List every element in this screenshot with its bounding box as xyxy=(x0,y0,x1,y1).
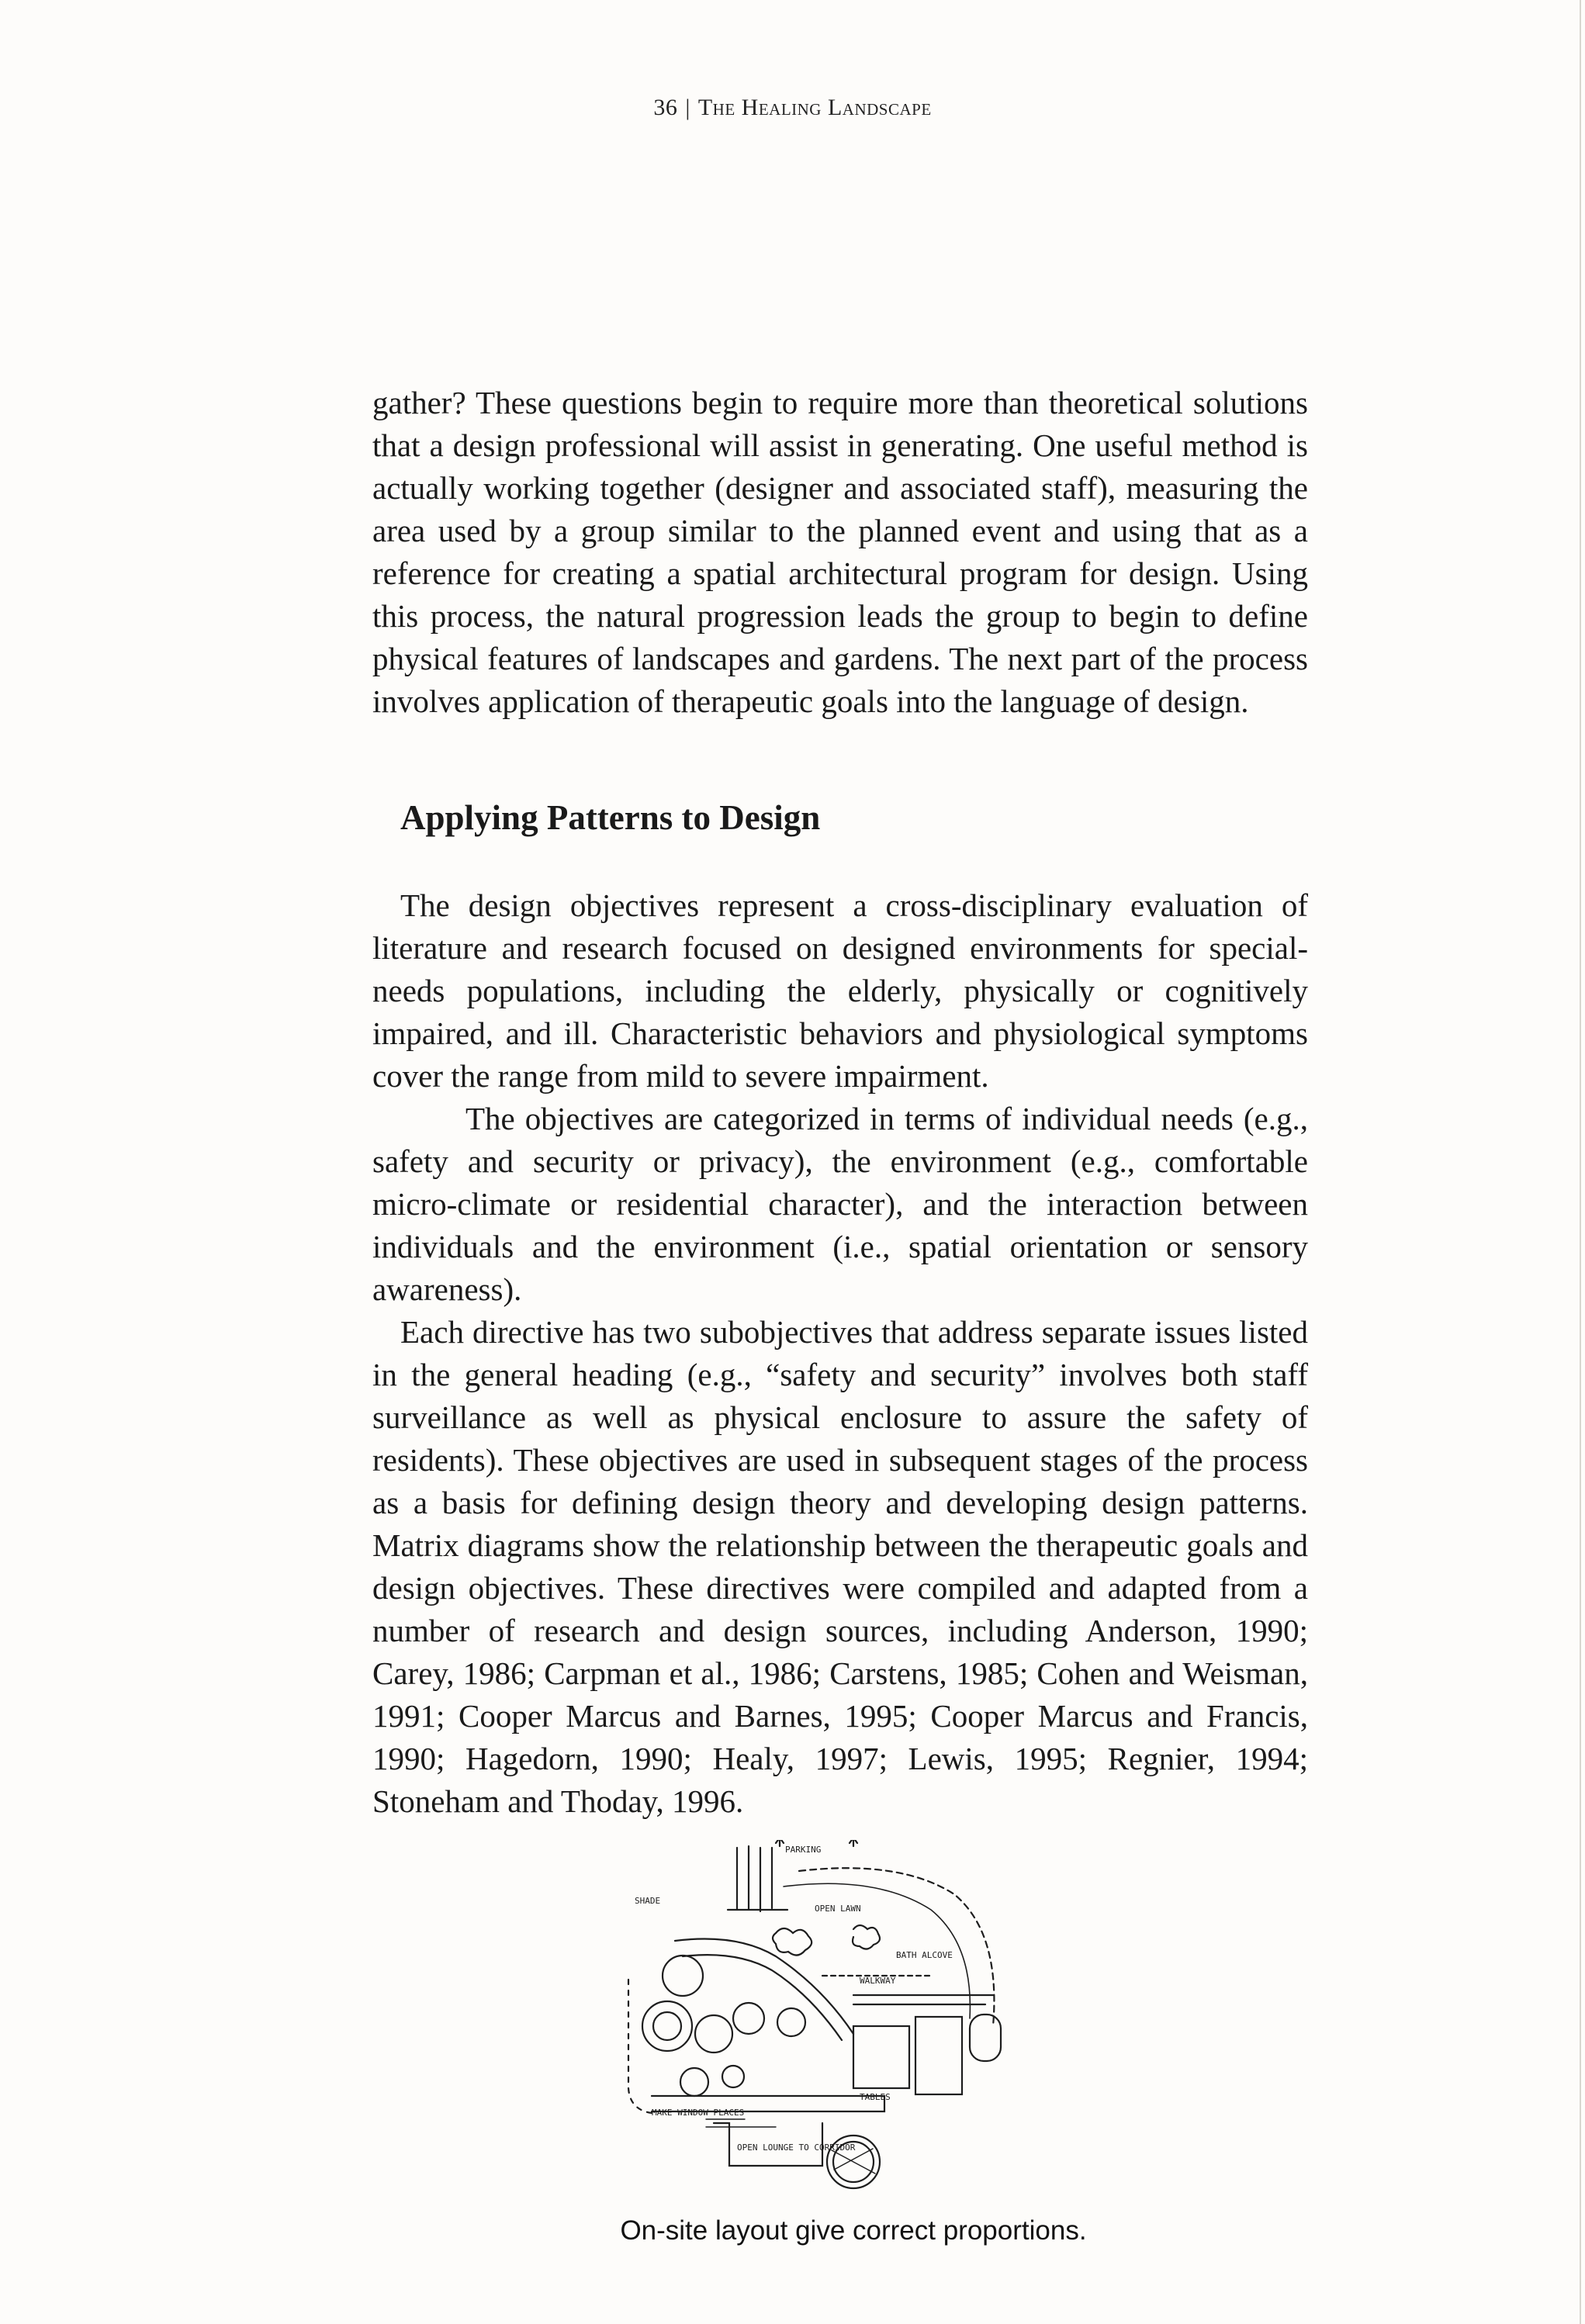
sketch-label-parking: PARKING xyxy=(785,1845,822,1855)
sketch-label-open-lawn: OPEN LAWN xyxy=(815,1904,861,1914)
sketch-label-walkway: WALKWAY xyxy=(860,1976,896,1986)
running-head-separator: | xyxy=(685,95,690,120)
sketch-label-open-lounge: OPEN LOUNGE TO CORRIDOR xyxy=(737,2142,856,2153)
body-paragraph-3: Each directive has two subobjectives that address separate issues listed in the general heading (e.g., “safety and security” involves both staff surveillance as well as physical enclosure to assure the safety of residents). These objectives are used in subsequent stages of the process as a basis for defining design theory and developing design patterns. Matrix diagrams show the relationship between the therapeutic goals and design objectives. These directives were compiled and adapted from a number of research and design sources, including Anderson, 1990; Carey, 1986; Carpman et al., 1986; Carstens, 1985; Cohen and Weisman, 1991; Cooper Marcus and Barnes, 1995; Cooper Marcus and Francis, 1990; Hagedorn, 1990; Healy, 1997; Lewis, 1995; Regnier, 1994; Stoneham and Thoday, 1996. xyxy=(372,1314,1308,1819)
figure-caption: On-site layout give correct proportions. xyxy=(620,2215,1087,2246)
site-layout-sketch xyxy=(621,1840,1055,2193)
intro-paragraph-block xyxy=(372,382,1308,723)
sketch-label-window-places: MAKE WINDOW PLACES xyxy=(652,2108,745,2118)
book-title: The Healing Landscape xyxy=(697,95,932,120)
section-heading: Applying Patterns to Design xyxy=(400,798,821,837)
running-head xyxy=(0,95,1585,121)
body-paragraph-1: The design objectives represent a cross-disciplinary evaluation of literature and research focused on designed environments for special-needs populations, including the elderly, physically or cognitively impaired, and ill. Characteristic behaviors and physiological symptoms cover the range from mild to severe impairment. xyxy=(372,887,1308,1094)
section-body xyxy=(372,884,1308,1823)
intro-paragraph: gather? These questions begin to require more than theoretical solutions that a design professional will assist in generating. One useful method is actually working together (designer and associated staff), measuring the area used by a group similar to the planned event and using that as a reference for creating a spatial architectural program for design. Using this process, the natural progression leads the group to begin to define physical features of landscapes and gardens. The next part of the process involves application of therapeutic goals into the language of design. xyxy=(372,385,1308,719)
page-number: 36 xyxy=(653,95,678,120)
body-paragraph-2: The objectives are categorized in terms of individual needs (e.g., safety and security or privacy), the environment (e.g., comfortable micro-climate or residential character), and the interaction between individuals and the environment (i.e., spatial orientation or sensory awareness). xyxy=(372,1101,1308,1307)
sketch-label-shade: SHADE xyxy=(635,1896,661,1906)
sketch-label-tables: TABLES xyxy=(860,2092,891,2102)
page-gutter-divider xyxy=(1580,0,1581,2324)
sketch-label-bath-alcove: BATH ALCOVE xyxy=(896,1950,953,1960)
